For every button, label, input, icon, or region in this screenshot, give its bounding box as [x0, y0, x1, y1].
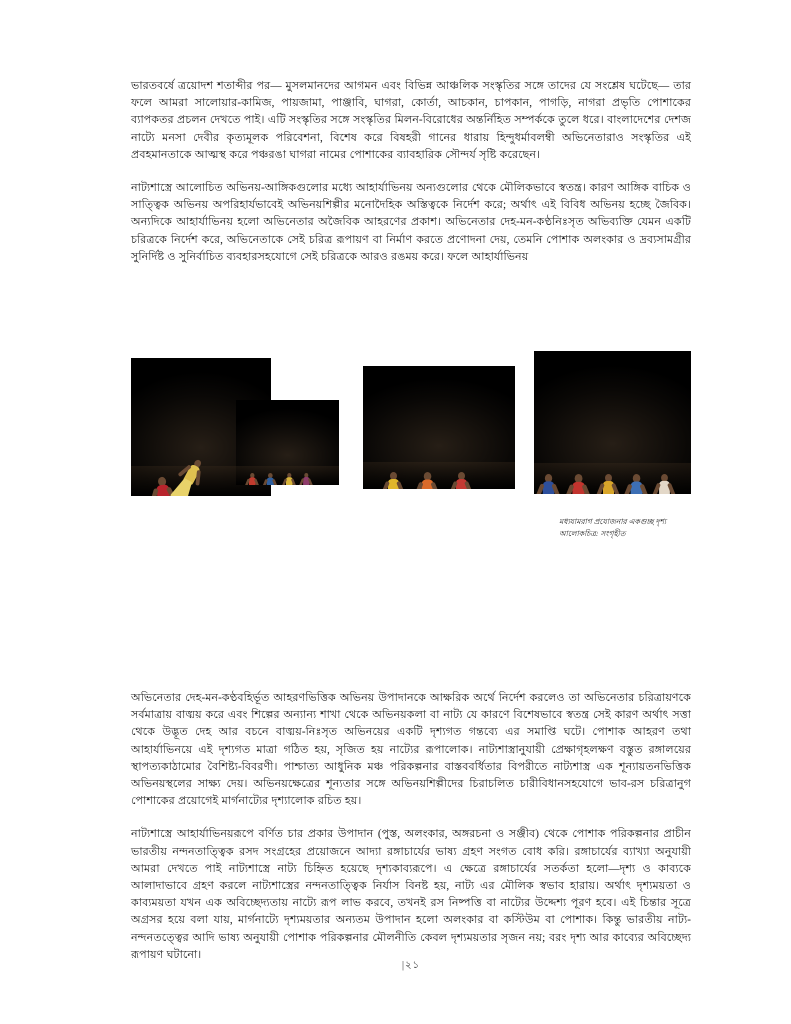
- paragraph-1: ভারতবর্ষে ত্রয়োদশ শতাব্দীর পর— মুসলমানদের আগমন এবং বিভিন্ন আঞ্চলিক সংস্কৃতির সঙ্গে তাদের যে সংশ্লেষ ঘটেছে— তার ফলে আমরা সালোয়ার-কামিজ, পায়জামা, পাঞ্জাবি, ঘাগরা, কোর্তা, আচকান, চাপকান, পাগড়ি, নাগরা প্রভৃতি পোশাকের ব্যাপকতর প্রচলন দেখতে পাই। এটি সংস্কৃতির সঙ্গে সংস্কৃতির মিলন-বিরোধের অন্তর্নিহিত সম্পর্ককে তুলে ধরে। বাংলাদেশের দেশজ নাট্যে মনসা দেবীর কৃত্যমূলক পরিবেশনা, বিশেষ করে বিষহরী গানের ধারায় হিন্দুধর্মাবলম্বী অভিনেতারাও সংস্কৃতির এই প্রবহমানতাকে আত্মস্থ করে পঞ্চরঙা ঘাগরা নামের পোশাকের ব্যাবহারিক সৌন্দর্য সৃষ্টি করেছেন।: [131, 80, 691, 161]
- photo-five-dancers-blue-red: [534, 351, 691, 494]
- photo-group-performance-wide: [236, 400, 339, 485]
- page-number: |২১: [402, 960, 420, 971]
- photo-three-dancers-yellow-green: [363, 366, 515, 489]
- page-content: [131, 78, 691, 980]
- paragraph-3: অভিনেতার দেহ-মন-কণ্ঠবহির্ভূত আহরণভিত্তিক অভিনয় উপাদানকে আক্ষরিক অর্থে নির্দেশ করলেও তা অভিনেতার চরিত্রায়ণকে সর্বমাত্রায় বাঙ্ময় করে এবং শিল্পের অন্যান্য শাখা থেকে অভিনয়কলা বা নাট্য যে কারণে বিশেষভাবে স্বতন্ত্র সেই কারণ অর্থাৎ সত্তা থেকে উদ্ভূত দেহ আর বচনে বাঙ্ময়-নিঃসৃত অভিনয়ের একটি দৃশ্যগত গন্তব্যে এর সমাপ্তি ঘটে। পোশাক আহরণ তথা আহার্যাভিনয়ে এই দৃশ্যগত মাত্রা গঠিত হয়, সৃজিত হয় নাট্যের রূপালোক। নাট্যশাস্ত্রানুযায়ী প্রেক্ষাগৃহলক্ষণ বস্তুত রঙ্গালয়ের স্থাপত্যকাঠামোর বৈশিষ্ট্য-বিবরণী। পাশ্চাত্য আধুনিক মঞ্চ পরিকল্পনার বাস্তববর্ধিতার বিপরীতে নাট্যশাস্ত্র এক শূন্যায়তনভিত্তিক অভিনয়স্থলের সাক্ষ্য দেয়। অভিনয়ক্ষেত্রের শূন্যতার সঙ্গে অভিনয়শিল্পীদের চিরাচলিত চারীবিধানসহযোগে ভাব-রস চরিত্রানুগ পোশাকের প্রয়োগেই মার্গনাট্যের দৃশ্যালোক রচিত হয়।: [131, 692, 691, 808]
- figure-caption-line-2: আলোকচিত্র: সংগৃহীত: [559, 528, 626, 538]
- figure-caption-line-1: মধ্যযামরাগ প্রযোজনার একগুচ্ছ দৃশ্য: [559, 517, 667, 526]
- paragraph-2: নাট্যশাস্ত্রে আলোচিত অভিনয়-আঙ্গিকগুলোর মধ্যে আহার্যাভিনয় অন্যগুলোর থেকে মৌলিকভাবে স্বতন্ত্র। কারণ আঙ্গিক বাচিক ও সাত্ত্বিক অভিনয় অপরিহার্যভাবেই অভিনয়শিল্পীর মনোদৈহিক অস্তিত্বকে নির্দেশ করে; অর্থাৎ এই বিবিধ অভিনয় হচ্ছে জৈবিক। অন্যদিকে আহার্যাভিনয় হলো অভিনেতার অজৈবিক আহরণের প্রকাশ। অভিনেতার দেহ-মন-কণ্ঠনিঃসৃত অভিব্যক্তি যেমন একটি চরিত্রকে নির্দেশ করে, অভিনেতাকে সেই চরিত্র রূপায়ণ বা নির্মাণ করতে প্রণোদনা দেয়, তেমনি পোশাক অলংকার ও দ্রব্যসামগ্রীর সুনির্দিষ্ট ও সুনির্বাচিত ব্যবহারসহযোগে সেই চরিত্রকে আরও রঙময় করে। ফলে আহার্যাভিনয়: [131, 182, 691, 263]
- figure-caption: [559, 516, 694, 539]
- paragraph-4: নাট্যশাস্ত্রে আহার্যাভিনয়রূপে বর্ণিত চার প্রকার উপাদান (পুস্ত, অলংকার, অঙ্গরচনা ও সঞ্জীব) থেকে পোশাক পরিকল্পনার প্রাচীন ভারতীয় নন্দনতাত্ত্বিক রসদ সংগ্রহের প্রয়োজনে আদ্যা রঙ্গাচার্যের ভাষ্য গ্রহণ সংগত বোধ করি। রঙ্গাচার্যের ব্যাখ্যা অনুযায়ী আমরা দেখতে পাই নাট্যশাস্ত্রে নাট্য চিহ্নিত হয়েছে দৃশ্যকাব্যরূপে। এ ক্ষেত্রে রঙ্গাচার্যের সতর্কতা হলো—দৃশ্য ও কাব্যকে আলাদাভাবে গ্রহণ করলে নাট্যশাস্ত্রের নন্দনতাত্ত্বিক নির্যাস বিনষ্ট হয়, নাট্য এর মৌলিক স্বভাব হারায়। অর্থাৎ দৃশ্যময়তা ও কাব্যময়তা যখন এক অবিচ্ছেদ্যতায় নাট্যে রূপ লাভ করবে, তখনই রস নিষ্পত্তি বা নাট্যের উদ্দেশ্য পূরণ হবে। এই চিন্তার সূত্রে অগ্রসর হয়ে বলা যায়, মার্গনাট্যে দৃশ্যময়তার অন্যতম উপাদান হলো অলংকার বা কস্টিউম বা পোশাক। কিন্তু ভারতীয় নাট্য-নন্দনতত্ত্বের আদি ভাষ্য অনুযায়ী পোশাক পরিকল্পনার মৌলনীতি কেবল দৃশ্যময়তার সৃজন নয়; বরং দৃশ্য আর কাব্যের অবিচ্ছেদ্য রূপায়ণ ঘটানো।: [131, 828, 691, 961]
